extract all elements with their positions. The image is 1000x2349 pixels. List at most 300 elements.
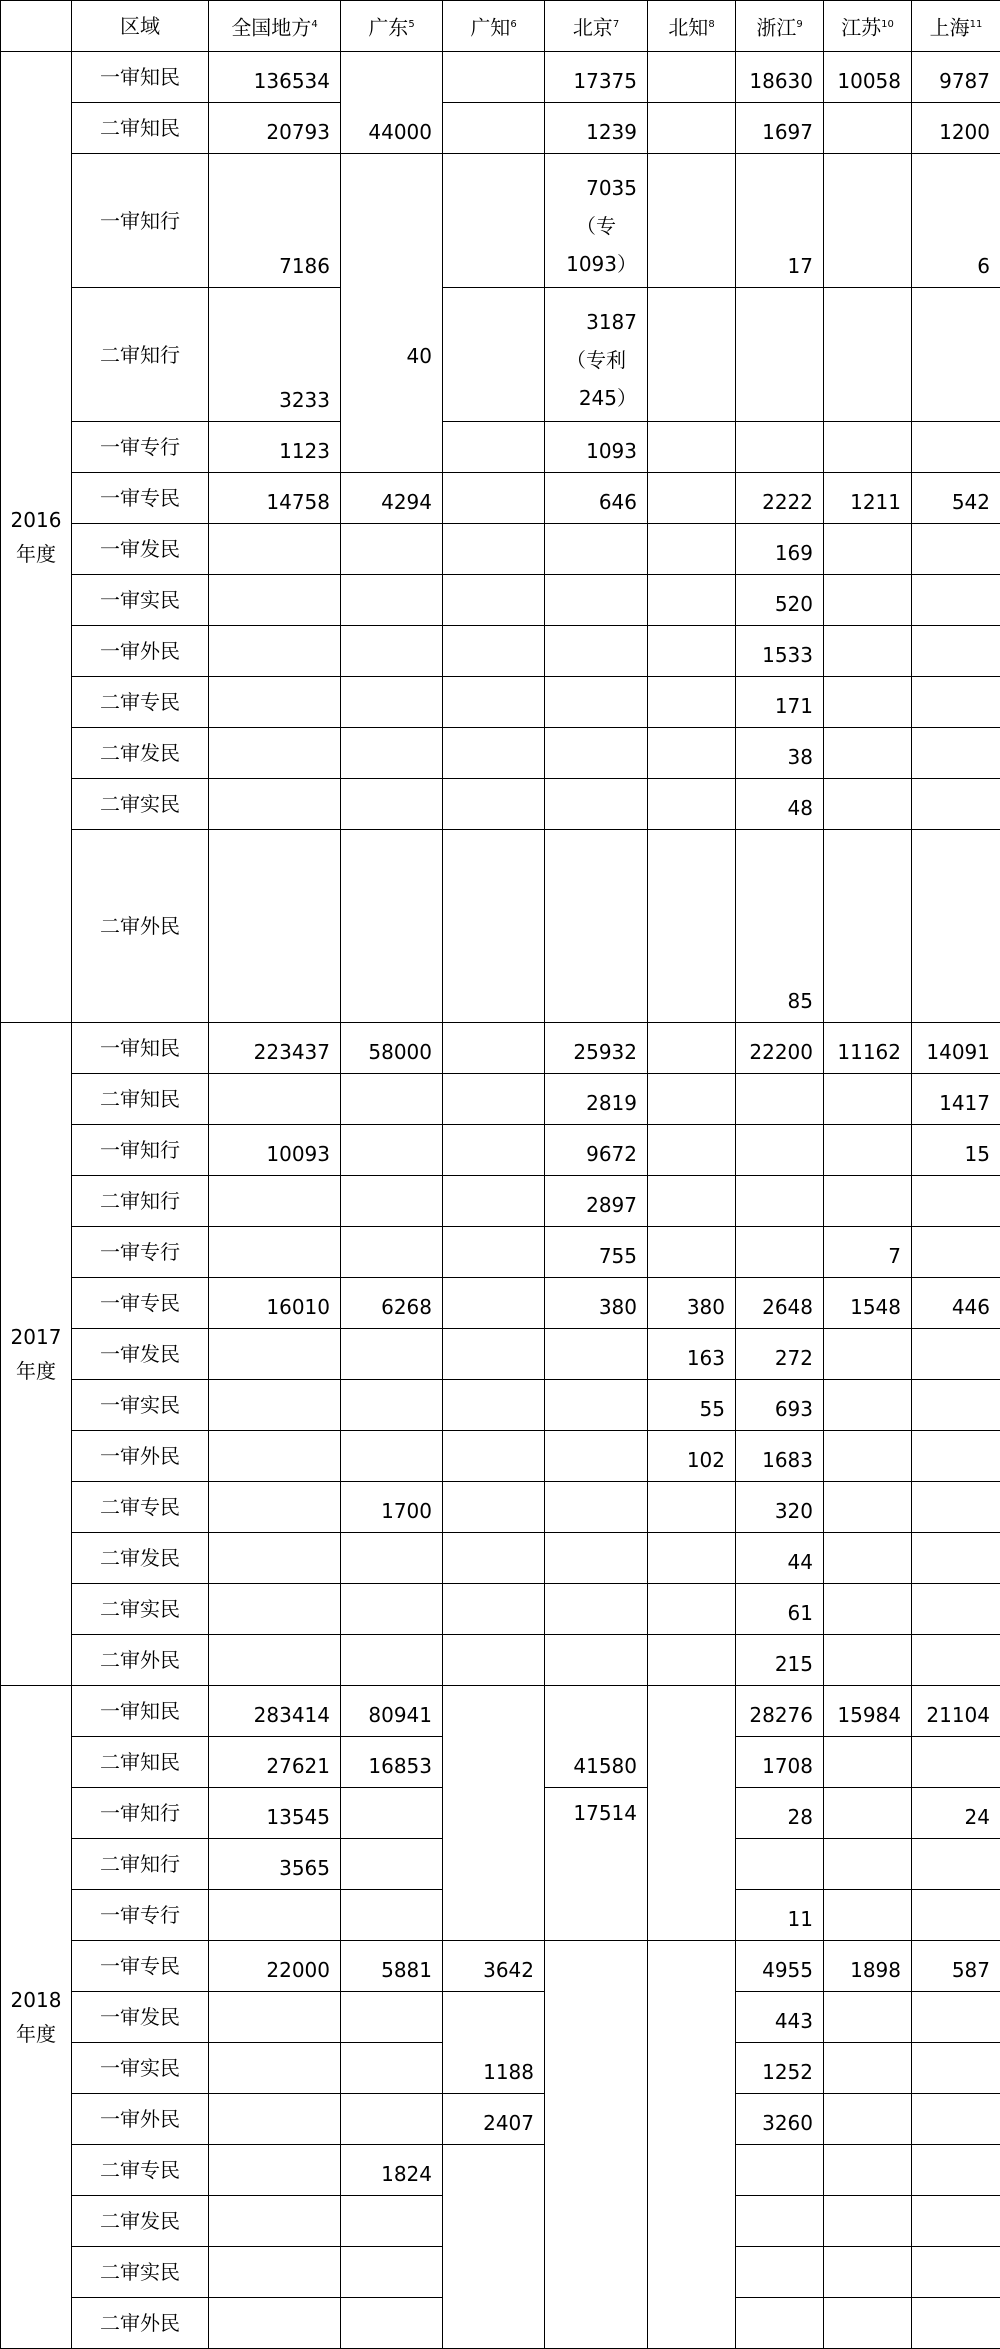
cell-shanghai: 542 — [912, 473, 1000, 524]
cell-guangzhi — [443, 1176, 545, 1227]
cell-national: 3233 — [209, 288, 341, 422]
cell-beijing: 25932 — [545, 1023, 648, 1074]
cell-jiangsu — [824, 1890, 912, 1941]
cell-zhejiang — [736, 422, 824, 473]
cell-jiangsu — [824, 2094, 912, 2145]
cell-jiangsu — [824, 2043, 912, 2094]
cell-zhejiang: 44 — [736, 1533, 824, 1584]
cell-beizhi — [648, 677, 736, 728]
cell-beizhi — [648, 1227, 736, 1278]
cell-beijing — [545, 524, 648, 575]
cell-jiangsu — [824, 1176, 912, 1227]
cell-jiangsu — [824, 103, 912, 154]
cell-national: 7186 — [209, 154, 341, 288]
cell-national — [209, 779, 341, 830]
cell-shanghai: 15 — [912, 1125, 1000, 1176]
cell-jiangsu — [824, 422, 912, 473]
row-label: 二审外民 — [72, 830, 209, 1023]
cell-beijing: 2897 — [545, 1176, 648, 1227]
cell-jiangsu — [824, 1380, 912, 1431]
cell-zhejiang: 320 — [736, 1482, 824, 1533]
cell-beijing: 755 — [545, 1227, 648, 1278]
cell-guangdong — [341, 1380, 443, 1431]
cell-zhejiang: 85 — [736, 830, 824, 1023]
row-label: 二审发民 — [72, 2196, 209, 2247]
header-col-name: 全国地方 — [231, 15, 311, 39]
cell-jiangsu — [824, 779, 912, 830]
row-label: 二审知民 — [72, 103, 209, 154]
cell-zhejiang: 171 — [736, 677, 824, 728]
cell-guangdong: 58000 — [341, 1023, 443, 1074]
table-row — [1, 2145, 1000, 2196]
cell-jiangsu: 1548 — [824, 1278, 912, 1329]
cell-zhejiang: 520 — [736, 575, 824, 626]
cell-jiangsu — [824, 1329, 912, 1380]
cell-national: 16010 — [209, 1278, 341, 1329]
table-row — [1, 779, 1000, 830]
row-label: 一审专行 — [72, 422, 209, 473]
row-label: 一审外民 — [72, 626, 209, 677]
cell-beijing — [545, 677, 648, 728]
cell-guangdong: 5881 — [341, 1941, 443, 1992]
cell-beijing — [545, 1533, 648, 1584]
cell-jiangsu: 7 — [824, 1227, 912, 1278]
cell-shanghai: 587 — [912, 1941, 1000, 1992]
cell-zhejiang — [736, 2298, 824, 2349]
cell-guangzhi — [443, 1278, 545, 1329]
table-row — [1, 422, 1000, 473]
cell-zhejiang: 1697 — [736, 103, 824, 154]
footnote-mark: 10 — [881, 19, 894, 30]
cell-zhejiang: 215 — [736, 1635, 824, 1686]
cell-national — [209, 524, 341, 575]
cell-national — [209, 575, 341, 626]
cell-national: 27621 — [209, 1737, 341, 1788]
cell-shanghai: 21104 — [912, 1686, 1000, 1737]
row-label: 二审知行 — [72, 288, 209, 422]
cell-beizhi — [648, 1533, 736, 1584]
cell-jiangsu — [824, 1839, 912, 1890]
row-label: 一审实民 — [72, 575, 209, 626]
header-col-0 — [209, 1, 341, 52]
cell-national — [209, 1176, 341, 1227]
cell-beijing — [545, 1482, 648, 1533]
cell-guangzhi — [443, 2145, 545, 2349]
cell-jiangsu — [824, 2298, 912, 2349]
cell-beizhi — [648, 1686, 736, 1941]
row-label: 一审专民 — [72, 473, 209, 524]
row-label: 二审实民 — [72, 779, 209, 830]
cell-zhejiang — [736, 2196, 824, 2247]
table-row — [1, 1176, 1000, 1227]
cell-beijing: 17514 — [545, 1788, 648, 1941]
row-label: 一审实民 — [72, 2043, 209, 2094]
cell-guangdong — [341, 575, 443, 626]
cell-zhejiang: 169 — [736, 524, 824, 575]
cell-shanghai — [912, 677, 1000, 728]
table-row — [1, 1329, 1000, 1380]
cell-jiangsu — [824, 1788, 912, 1839]
cell-beizhi — [648, 1941, 736, 2349]
cell-national: 10093 — [209, 1125, 341, 1176]
cell-guangzhi — [443, 1023, 545, 1074]
cell-national: 13545 — [209, 1788, 341, 1839]
cell-shanghai — [912, 1431, 1000, 1482]
cell-guangzhi — [443, 1431, 545, 1482]
row-label: 二审外民 — [72, 2298, 209, 2349]
cell-beizhi: 55 — [648, 1380, 736, 1431]
cell-jiangsu — [824, 1584, 912, 1635]
cell-jiangsu — [824, 1992, 912, 2043]
cell-shanghai — [912, 1176, 1000, 1227]
cell-guangzhi — [443, 1074, 545, 1125]
row-label: 二审专民 — [72, 677, 209, 728]
cell-guangzhi — [443, 1227, 545, 1278]
cell-zhejiang: 443 — [736, 1992, 824, 2043]
year-number: 2018 — [5, 1983, 67, 2017]
table-row — [1, 1125, 1000, 1176]
cell-guangdong — [341, 1533, 443, 1584]
cell-national: 223437 — [209, 1023, 341, 1074]
cell-national — [209, 1635, 341, 1686]
row-label: 一审发民 — [72, 524, 209, 575]
cell-national — [209, 1584, 341, 1635]
cell-guangdong — [341, 1227, 443, 1278]
row-label: 一审专行 — [72, 1890, 209, 1941]
cell-guangzhi — [443, 677, 545, 728]
year-label — [1, 1023, 72, 1686]
cell-jiangsu — [824, 1482, 912, 1533]
cell-national — [209, 1890, 341, 1941]
year-suffix: 年度 — [5, 537, 67, 571]
cell-guangdong — [341, 677, 443, 728]
header-col-6 — [824, 1, 912, 52]
cell-guangdong — [341, 1788, 443, 1839]
row-label: 一审专民 — [72, 1941, 209, 1992]
header-region: 区域 — [72, 1, 209, 52]
cell-shanghai — [912, 2043, 1000, 2094]
cell-guangzhi — [443, 1584, 545, 1635]
cell-line: （专 — [555, 207, 637, 245]
row-label: 一审知行 — [72, 154, 209, 288]
cell-guangdong — [341, 2298, 443, 2349]
cell-shanghai — [912, 1992, 1000, 2043]
header-row — [1, 1, 1000, 52]
header-col-name: 上海 — [930, 15, 970, 39]
cell-beizhi — [648, 1584, 736, 1635]
cell-beizhi — [648, 1635, 736, 1686]
table-row — [1, 1635, 1000, 1686]
cell-beizhi: 380 — [648, 1278, 736, 1329]
cell-jiangsu — [824, 288, 912, 422]
cell-jiangsu — [824, 1125, 912, 1176]
cell-beizhi — [648, 154, 736, 288]
cell-jiangsu — [824, 575, 912, 626]
cell-national — [209, 1482, 341, 1533]
header-col-2 — [443, 1, 545, 52]
cell-beizhi — [648, 830, 736, 1023]
cell-guangzhi — [443, 288, 545, 422]
cell-national — [209, 2043, 341, 2094]
row-label: 一审外民 — [72, 2094, 209, 2145]
cell-guangdong — [341, 1584, 443, 1635]
cell-jiangsu — [824, 626, 912, 677]
cell-beizhi — [648, 626, 736, 677]
cell-beijing — [545, 779, 648, 830]
cell-beijing — [545, 1431, 648, 1482]
cell-national — [209, 1431, 341, 1482]
header-col-5 — [736, 1, 824, 52]
cell-zhejiang: 693 — [736, 1380, 824, 1431]
cell-zhejiang: 1252 — [736, 2043, 824, 2094]
cell-guangdong — [341, 1176, 443, 1227]
cell-zhejiang: 3260 — [736, 2094, 824, 2145]
cell-guangdong — [341, 779, 443, 830]
cell-shanghai — [912, 1329, 1000, 1380]
cell-national: 283414 — [209, 1686, 341, 1737]
cell-guangzhi: 1188 — [443, 1992, 545, 2094]
cell-guangdong — [341, 1992, 443, 2043]
header-col-name: 江苏 — [841, 15, 881, 39]
header-col-1 — [341, 1, 443, 52]
table-row — [1, 1074, 1000, 1125]
cell-beijing — [545, 728, 648, 779]
cell-national — [209, 1074, 341, 1125]
cell-guangdong — [341, 524, 443, 575]
cell-beizhi — [648, 52, 736, 103]
cell-shanghai — [912, 2196, 1000, 2247]
cell-guangdong — [341, 2247, 443, 2298]
cell-shanghai: 14091 — [912, 1023, 1000, 1074]
cell-zhejiang: 22200 — [736, 1023, 824, 1074]
table-row — [1, 288, 1000, 422]
header-blank — [1, 1, 72, 52]
header-col-4 — [648, 1, 736, 52]
cell-national — [209, 626, 341, 677]
cell-zhejiang: 48 — [736, 779, 824, 830]
cell-guangdong: 1700 — [341, 1482, 443, 1533]
row-label: 一审发民 — [72, 1992, 209, 2043]
cell-national: 14758 — [209, 473, 341, 524]
row-label: 一审专民 — [72, 1278, 209, 1329]
cell-national: 1123 — [209, 422, 341, 473]
cell-guangdong — [341, 1329, 443, 1380]
cell-beizhi — [648, 473, 736, 524]
cell-zhejiang: 1708 — [736, 1737, 824, 1788]
cell-zhejiang: 61 — [736, 1584, 824, 1635]
cell-beijing: 2819 — [545, 1074, 648, 1125]
table-row — [1, 1533, 1000, 1584]
cell-beizhi — [648, 422, 736, 473]
cell-beizhi — [648, 1074, 736, 1125]
footnote-mark: 6 — [510, 19, 516, 30]
cell-national — [209, 2298, 341, 2349]
table-row — [1, 154, 1000, 288]
cell-line: 245） — [555, 379, 637, 417]
cell-guangdong — [341, 1635, 443, 1686]
table-row — [1, 575, 1000, 626]
cell-guangdong — [341, 2043, 443, 2094]
table-row — [1, 830, 1000, 1023]
cell-zhejiang: 17 — [736, 154, 824, 288]
cell-jiangsu — [824, 677, 912, 728]
cell-guangdong: 44000 — [341, 52, 443, 154]
cell-shanghai — [912, 1584, 1000, 1635]
row-label: 二审实民 — [72, 2247, 209, 2298]
cell-national: 22000 — [209, 1941, 341, 1992]
cell-guangzhi — [443, 103, 545, 154]
cell-zhejiang: 1533 — [736, 626, 824, 677]
row-label: 二审知行 — [72, 1176, 209, 1227]
year-label — [1, 1686, 72, 2349]
cell-zhejiang — [736, 1227, 824, 1278]
cell-beizhi — [648, 1176, 736, 1227]
cell-beijing — [545, 1635, 648, 1686]
cell-guangdong — [341, 1074, 443, 1125]
cell-guangdong: 16853 — [341, 1737, 443, 1788]
cell-jiangsu — [824, 1635, 912, 1686]
cell-guangdong — [341, 626, 443, 677]
cell-shanghai — [912, 2298, 1000, 2349]
cell-zhejiang: 1683 — [736, 1431, 824, 1482]
row-label: 一审专行 — [72, 1227, 209, 1278]
cell-jiangsu: 1211 — [824, 473, 912, 524]
row-label: 一审实民 — [72, 1380, 209, 1431]
cell-national — [209, 1329, 341, 1380]
row-label: 一审发民 — [72, 1329, 209, 1380]
table-row — [1, 52, 1000, 103]
row-label: 二审发民 — [72, 1533, 209, 1584]
cell-beizhi: 102 — [648, 1431, 736, 1482]
cell-shanghai: 6 — [912, 154, 1000, 288]
cell-line: 3187 — [555, 303, 637, 341]
cell-shanghai — [912, 575, 1000, 626]
year-label — [1, 52, 72, 1023]
cell-zhejiang: 2648 — [736, 1278, 824, 1329]
cell-line: 1093） — [555, 245, 637, 283]
table-row — [1, 1686, 1000, 1737]
cell-zhejiang — [736, 1839, 824, 1890]
cell-beijing: 646 — [545, 473, 648, 524]
cell-national — [209, 2247, 341, 2298]
cell-zhejiang: 4955 — [736, 1941, 824, 1992]
cell-shanghai: 446 — [912, 1278, 1000, 1329]
cell-guangdong — [341, 830, 443, 1023]
footnote-mark: 5 — [408, 19, 414, 30]
cell-jiangsu: 1898 — [824, 1941, 912, 1992]
cell-shanghai — [912, 728, 1000, 779]
cell-jiangsu — [824, 1737, 912, 1788]
cell-jiangsu — [824, 2247, 912, 2298]
cell-jiangsu: 15984 — [824, 1686, 912, 1737]
cell-guangdong — [341, 2196, 443, 2247]
cell-beizhi — [648, 103, 736, 154]
cell-beijing — [545, 626, 648, 677]
cell-zhejiang — [736, 2247, 824, 2298]
cell-guangdong: 40 — [341, 154, 443, 473]
cell-shanghai — [912, 830, 1000, 1023]
cell-line: 7035 — [555, 169, 637, 207]
cell-beizhi — [648, 1125, 736, 1176]
cell-guangzhi — [443, 1686, 545, 1941]
cell-beijing — [545, 154, 648, 288]
row-label: 一审知民 — [72, 1023, 209, 1074]
cell-beizhi — [648, 779, 736, 830]
header-col-name: 广知 — [470, 15, 510, 39]
cell-shanghai — [912, 1380, 1000, 1431]
cell-guangdong — [341, 1839, 443, 1890]
cell-national — [209, 2094, 341, 2145]
cell-beizhi — [648, 728, 736, 779]
table-row — [1, 1227, 1000, 1278]
cell-guangzhi — [443, 779, 545, 830]
cell-zhejiang: 11 — [736, 1890, 824, 1941]
table-row — [1, 728, 1000, 779]
cell-guangzhi — [443, 473, 545, 524]
cell-beijing — [545, 1329, 648, 1380]
cell-guangzhi — [443, 830, 545, 1023]
cell-shanghai — [912, 422, 1000, 473]
cell-shanghai — [912, 2094, 1000, 2145]
cell-guangdong — [341, 1431, 443, 1482]
cell-beijing — [545, 1941, 648, 2349]
row-label: 一审知行 — [72, 1125, 209, 1176]
cell-beijing — [545, 575, 648, 626]
cell-guangzhi: 3642 — [443, 1941, 545, 1992]
row-label: 一审知行 — [72, 1788, 209, 1839]
cell-shanghai — [912, 524, 1000, 575]
cell-zhejiang — [736, 2145, 824, 2196]
cell-guangdong: 6268 — [341, 1278, 443, 1329]
cell-shanghai — [912, 288, 1000, 422]
cell-beijing — [545, 288, 648, 422]
cell-guangzhi — [443, 1380, 545, 1431]
cell-zhejiang — [736, 1074, 824, 1125]
table-row — [1, 626, 1000, 677]
cell-beijing: 17375 — [545, 52, 648, 103]
cell-zhejiang: 18630 — [736, 52, 824, 103]
table-row — [1, 1941, 1000, 1992]
cell-beijing — [545, 1584, 648, 1635]
table-row — [1, 1584, 1000, 1635]
cell-beijing: 1239 — [545, 103, 648, 154]
cell-beizhi — [648, 575, 736, 626]
year-suffix: 年度 — [5, 1354, 67, 1388]
cell-national — [209, 1992, 341, 2043]
row-label: 二审实民 — [72, 1584, 209, 1635]
cell-guangzhi — [443, 1635, 545, 1686]
cell-national: 136534 — [209, 52, 341, 103]
row-label: 二审知行 — [72, 1839, 209, 1890]
cell-beijing: 380 — [545, 1278, 648, 1329]
cell-beizhi — [648, 1482, 736, 1533]
cell-guangzhi — [443, 524, 545, 575]
header-col-3 — [545, 1, 648, 52]
cell-shanghai — [912, 1635, 1000, 1686]
header-col-name: 广东 — [368, 15, 408, 39]
table-row — [1, 473, 1000, 524]
row-label: 二审发民 — [72, 728, 209, 779]
row-label: 二审外民 — [72, 1635, 209, 1686]
table-row — [1, 1482, 1000, 1533]
cell-guangdong — [341, 2094, 443, 2145]
cell-zhejiang — [736, 288, 824, 422]
cell-guangdong — [341, 1125, 443, 1176]
cell-jiangsu — [824, 524, 912, 575]
header-col-name: 北京 — [573, 15, 613, 39]
row-label: 一审知民 — [72, 52, 209, 103]
row-label: 一审知民 — [72, 1686, 209, 1737]
